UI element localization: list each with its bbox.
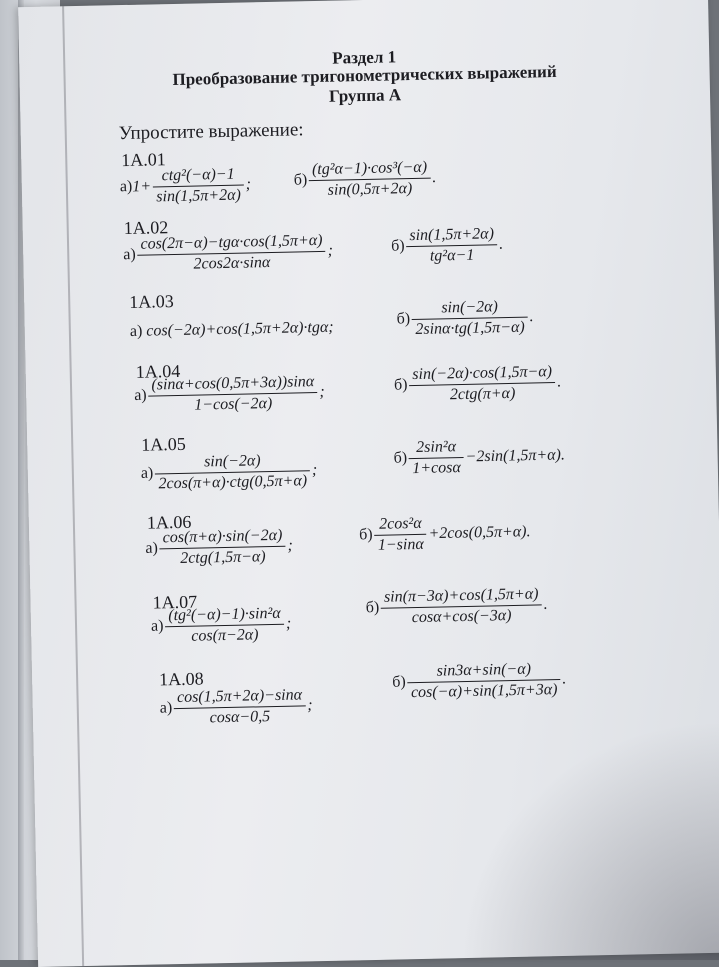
fraction (406, 225, 497, 266)
denominator: cosα+cos(−3α) (411, 607, 512, 627)
expr-suffix: ; (307, 696, 313, 714)
part-b-label: б) (392, 673, 406, 691)
problem-1a03-a (130, 319, 334, 341)
expr-suffix: ; (285, 615, 292, 633)
problem-1a02-a (123, 232, 334, 275)
denominator: 2cos(π+α)·ctg(0,5π+α) (158, 472, 308, 493)
expr-suffix: ; (311, 461, 318, 479)
part-b-label: б) (393, 376, 408, 394)
problem-1a07-a (151, 605, 292, 647)
denominator: 2sinα·tg(1,5π−α) (415, 318, 525, 338)
problem-1a08-a (159, 686, 313, 728)
denominator: 1+cosα (412, 459, 461, 478)
part-a-label: а) (134, 386, 147, 405)
expression: cos(−2α)+cos(1,5π+2α)·tgα; (146, 318, 334, 340)
denominator: sin(1,5π+2α) (156, 186, 242, 206)
fraction (381, 585, 542, 627)
numerator: 2sin²α (409, 438, 464, 459)
fraction (137, 232, 326, 275)
problem-1a03-b (396, 298, 534, 340)
denominator: 1−cos(−2α) (194, 394, 273, 414)
denominator: cos(π−2α) (191, 626, 259, 645)
numerator: (sinα+cos(0,5π+3α))sinα (148, 373, 317, 397)
denominator: cosα−0,5 (209, 708, 271, 727)
problem-1a08-b (392, 660, 567, 703)
numerator: (tg²(−α)−1)·sin²α (165, 605, 284, 627)
part-b-label: б) (365, 598, 380, 617)
fraction (174, 686, 306, 728)
part-a-label: а) (119, 178, 133, 196)
part-b-label: б) (293, 171, 308, 189)
part-a-label: а) (129, 322, 143, 340)
topic-title: Преобразование тригонометрических выражений (172, 61, 557, 90)
fraction (155, 451, 310, 493)
problem-1a04-b (394, 363, 562, 405)
page-fold (62, 6, 84, 966)
numerator: sin(1,5π+2α) (406, 225, 497, 247)
problem-number: 1A.04 (135, 360, 181, 382)
fraction (153, 166, 244, 207)
numerator: cos(π+α)·sin(−2α) (159, 527, 285, 550)
denominator: 2ctg(π+α) (449, 384, 516, 404)
numerator: cos(1,5π+2α)−sinα (174, 686, 305, 709)
problem-number: 1A.06 (146, 511, 192, 533)
numerator: sin(−2α) (155, 451, 310, 474)
fraction (407, 660, 560, 702)
numerator: sin(π−3α)+cos(1,5π+α) (381, 585, 542, 608)
problem-1a06-b (359, 513, 531, 556)
fraction (309, 159, 431, 201)
denominator: cos(−α)+sin(1,5π+3α) (410, 681, 558, 702)
part-b-label: б) (393, 449, 408, 467)
problem-number: 1A.02 (123, 217, 169, 239)
expr-suffix: ; (245, 175, 252, 193)
numerator: 2cos²α (374, 515, 426, 536)
numerator: cos(2π−α)−tgα·cos(1,5π+α) (137, 232, 325, 256)
expr-prefix: 1+ (132, 177, 152, 196)
numerator: sin(−2α) (412, 298, 528, 320)
problem-1a07-b (365, 585, 548, 628)
problem-1a04-a (134, 373, 325, 416)
photo-shadow (459, 720, 719, 960)
problem-1a01-b (293, 159, 436, 201)
numerator: sin(−2α)·cos(1,5π−α) (409, 363, 555, 386)
problem-1a05-a (140, 451, 317, 494)
part-b-label: б) (390, 237, 405, 255)
expr-suffix: . (562, 670, 567, 688)
denominator: 2cos2α·sinα (193, 254, 271, 273)
expr-suffix: ; (319, 383, 325, 401)
expr-suffix: ; (327, 242, 334, 260)
part-a-label: а) (150, 617, 164, 635)
problem-number: 1A.05 (141, 433, 186, 455)
numerator: sin3α+sin(−α) (407, 660, 560, 683)
problem-number: 1A.03 (129, 291, 174, 312)
problem-number: 1A.08 (158, 668, 204, 690)
fraction (409, 438, 464, 478)
fraction (159, 527, 286, 569)
expr-suffix: −2sin(1,5π+α). (465, 446, 566, 466)
part-b-label: б) (396, 310, 411, 328)
problem-number: 1A.07 (152, 591, 198, 613)
expr-suffix: . (543, 595, 548, 613)
expr-suffix: ; (287, 537, 294, 555)
section-title: Раздел 1 (332, 47, 397, 68)
part-a-label: а) (145, 539, 159, 557)
numerator: (tg²α−1)·cos³(−α) (309, 159, 430, 182)
denominator: tg²α−1 (429, 246, 475, 265)
expr-suffix: . (432, 169, 437, 187)
problem-number: 1A.01 (121, 149, 166, 171)
instruction-text: Упростите выражение: (118, 119, 304, 145)
fraction (374, 515, 427, 555)
fraction (148, 373, 318, 416)
denominator: 1−sinα (377, 535, 424, 554)
part-a-label: а) (123, 245, 136, 264)
denominator: 2ctg(1,5π−α) (180, 548, 266, 567)
denominator: sin(0,5π+2α) (327, 180, 413, 199)
fraction (409, 363, 556, 405)
fraction (412, 298, 528, 339)
expr-suffix: . (557, 373, 562, 391)
problem-1a01-a (119, 165, 251, 207)
problem-1a06-a (145, 527, 293, 569)
expr-suffix: . (529, 308, 534, 326)
problem-1a02-b (391, 225, 504, 266)
part-a-label: а) (159, 699, 173, 717)
group-title: Группа А (328, 85, 402, 106)
part-b-label: б) (359, 526, 373, 544)
expr-suffix: +2cos(0,5π+α). (428, 523, 531, 543)
problem-1a05-b (393, 436, 565, 479)
expr-suffix: . (498, 235, 504, 253)
fraction (165, 605, 284, 646)
part-a-label: а) (140, 464, 154, 482)
numerator: ctg²(−α)−1 (153, 166, 244, 188)
